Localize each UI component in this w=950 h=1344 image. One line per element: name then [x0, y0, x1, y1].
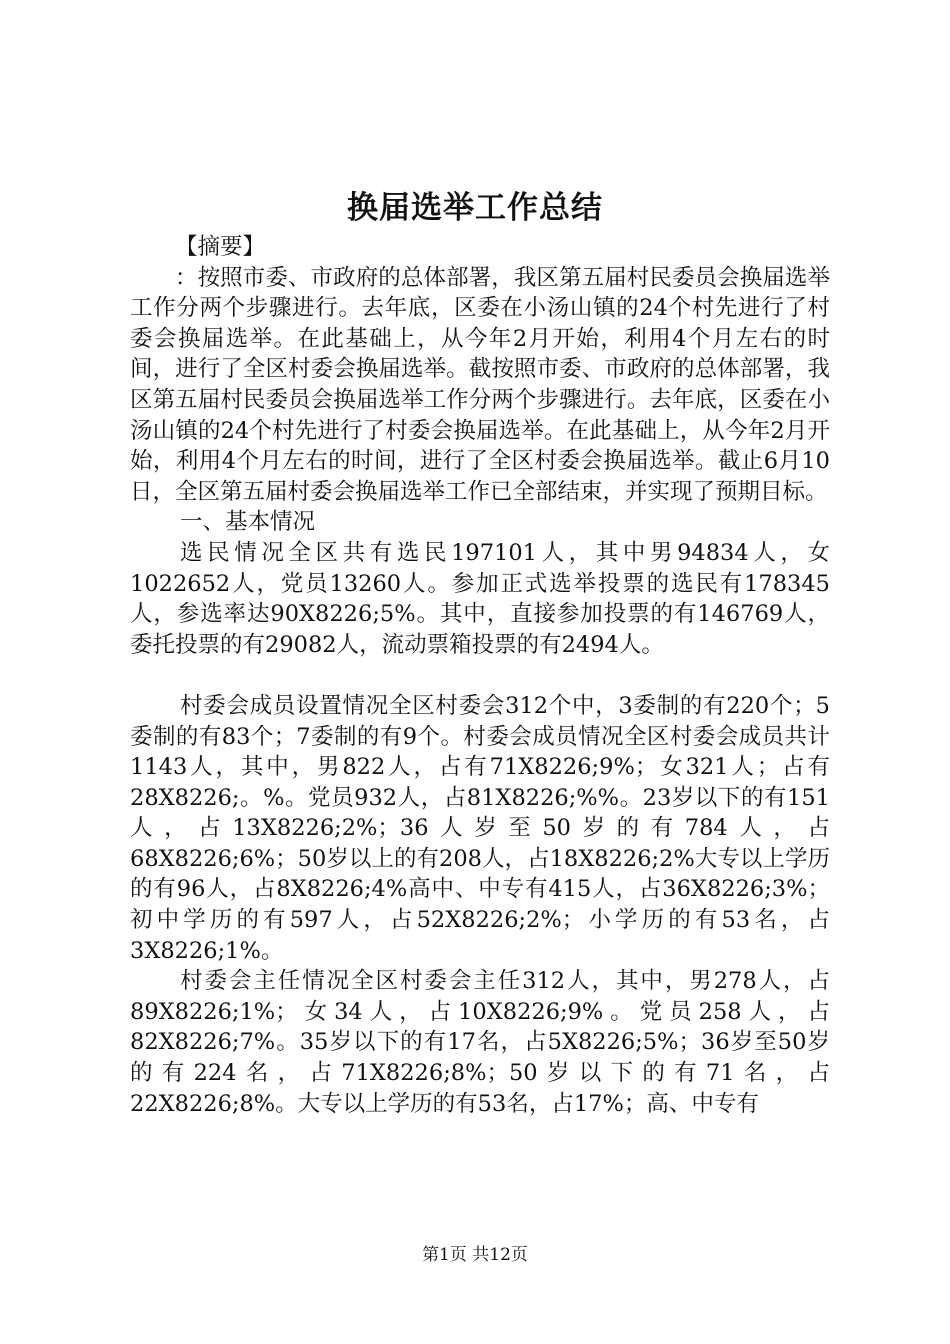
- paragraph-spacer: [130, 660, 830, 691]
- abstract-paragraph: ：按照市委、市政府的总体部署，我区第五届村民委员会换届选举工作分两个步骤进行。去年底，区委在小汤山镇的24个村先进行了村委会换届选举。在此基础上，从今年2月开始，利用4个月左右的时间，进行了全区村委会换届选举。截按照市委、市政府的总体部署，我区第五届村民委员会换届选举工作分两个步骤进行。去年底，区委在小汤山镇的24个村先进行了村委会换届选举。在此基础上，从今年2月开始，利用4个月左右的时间，进行了全区村委会换届选举。截止6月10日，全区第五届村委会换届选举工作已全部结束，并实现了预期目标。: [130, 264, 830, 505]
- abstract-heading: 【摘要】: [175, 234, 266, 260]
- paragraph-committee: 村委会成员设置情况全区村委会312个中，3委制的有220个；5委制的有83个；7委制的有9个。村委会成员情况全区村委会成员共计1143人，其中，男822人，占有71X8226;9%；女321人；占有28X8226;。%。党员932人，占81X8226;%%。23岁以下的有151人，占13X8226;2%；36人岁至50岁的有784人，占68X8226;6%；50岁以上的有208人，占18X8226;2%大专以上学历的有96人，占8X8226;4%高中、中专有415人，占36X8226;3%；初中学历的有597人，占52X8226;2%；小学历的有53名，占3X8226;1%。: [130, 692, 830, 964]
- page-number-footer: 第1页 共12页: [422, 1245, 528, 1265]
- paragraph-voters: 选民情况全区共有选民197101人，其中男94834人，女1022652人，党员13260人。参加正式选举投票的选民有178345人，参选率达90X8226;5%。其中，直接参加投票的有146769人，委托投票的有29082人，流动票箱投票的有2494人。: [130, 539, 830, 658]
- document-title: 换届选举工作总结: [347, 190, 603, 226]
- section-heading: 一、基本情况: [180, 509, 316, 536]
- document-body: [130, 232, 830, 1119]
- paragraph-directors: 村委会主任情况全区村委会主任312人，其中，男278人，占89X8226;1%；女34人，占10X8226;9%。党员258人，占82X8226;7%。35岁以下的有17名，占5X8226;5%；36岁至50岁的有224名，占71X8226;8%；50岁以下的有71名，占22X8226;8%。大专以上学历的有53名，占17%；高、中专有: [130, 968, 830, 1117]
